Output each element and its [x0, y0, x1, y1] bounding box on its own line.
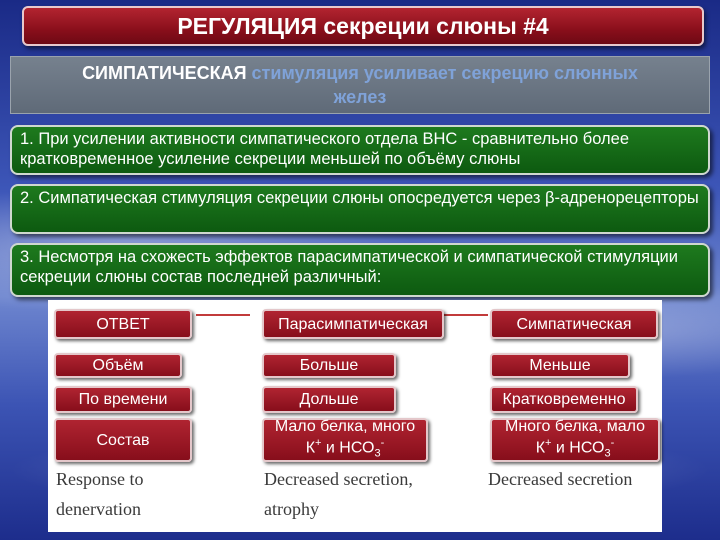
background-text-line: atrophy — [264, 499, 319, 519]
header-response: ОТВЕТ — [54, 309, 192, 339]
row-label-duration: По времени — [54, 386, 192, 413]
background-text-line: denervation — [56, 499, 141, 519]
subtitle-highlight: СИМПАТИЧЕСКАЯ — [82, 63, 247, 83]
table-divider-line — [444, 314, 488, 316]
background-text-col2 — [264, 464, 413, 524]
composition-text — [275, 418, 415, 463]
table-divider-line — [196, 314, 250, 316]
row-label-composition: Состав — [54, 418, 192, 462]
parasympathetic-duration: Дольше — [262, 386, 396, 413]
composition-ion-k: К — [305, 439, 316, 457]
row-label-volume: Объём — [54, 353, 182, 378]
composition-sub: 3 — [604, 447, 611, 460]
slide-title: РЕГУЛЯЦИЯ секреции слюны #4 — [22, 6, 704, 46]
point-1: 1. При усилении активности симпатического отдела ВНС - сравнительно более кратковременное усиление секреции меньшей по объёму слюны — [10, 125, 710, 175]
parasympathetic-composition — [262, 418, 428, 462]
subtitle-text-line2: желез — [333, 87, 387, 107]
composition-sup: + — [545, 436, 552, 449]
composition-line1: Много белка, мало — [504, 417, 646, 435]
sympathetic-composition — [490, 418, 660, 462]
composition-sup: - — [380, 436, 385, 449]
composition-sup: + — [315, 436, 322, 449]
parasympathetic-volume: Больше — [262, 353, 396, 378]
composition-line1: Мало белка, много — [274, 417, 416, 435]
composition-ion-hco: и НСО — [321, 439, 375, 457]
background-text-col1 — [56, 464, 144, 524]
point-2: 2. Симпатическая стимуляция секреции слюны опосредуется через β-адренорецепторы — [10, 184, 710, 234]
composition-ion-k: К — [535, 439, 546, 457]
subtitle-text-line1: стимуляция усиливает секрецию слюнных — [246, 63, 638, 83]
header-sympathetic: Симпатическая — [490, 309, 658, 339]
subtitle-banner — [10, 56, 710, 114]
point-3: 3. Несмотря на схожесть эффектов парасимпатической и симпатической стимуляции секреции слюны состав последней различный: — [10, 243, 710, 297]
background-text-col3 — [488, 464, 632, 494]
composition-text — [505, 418, 645, 463]
sympathetic-duration: Кратковременно — [490, 386, 638, 413]
composition-sup: - — [610, 436, 615, 449]
background-text-line: Decreased secretion, — [264, 469, 413, 489]
background-text-line: Decreased secretion — [488, 469, 633, 489]
composition-ion-hco: и НСО — [551, 439, 605, 457]
composition-sub: 3 — [374, 447, 381, 460]
sympathetic-volume: Меньше — [490, 353, 630, 378]
header-parasympathetic: Парасимпатическая — [262, 309, 444, 339]
background-text-line: Response to — [56, 469, 144, 489]
